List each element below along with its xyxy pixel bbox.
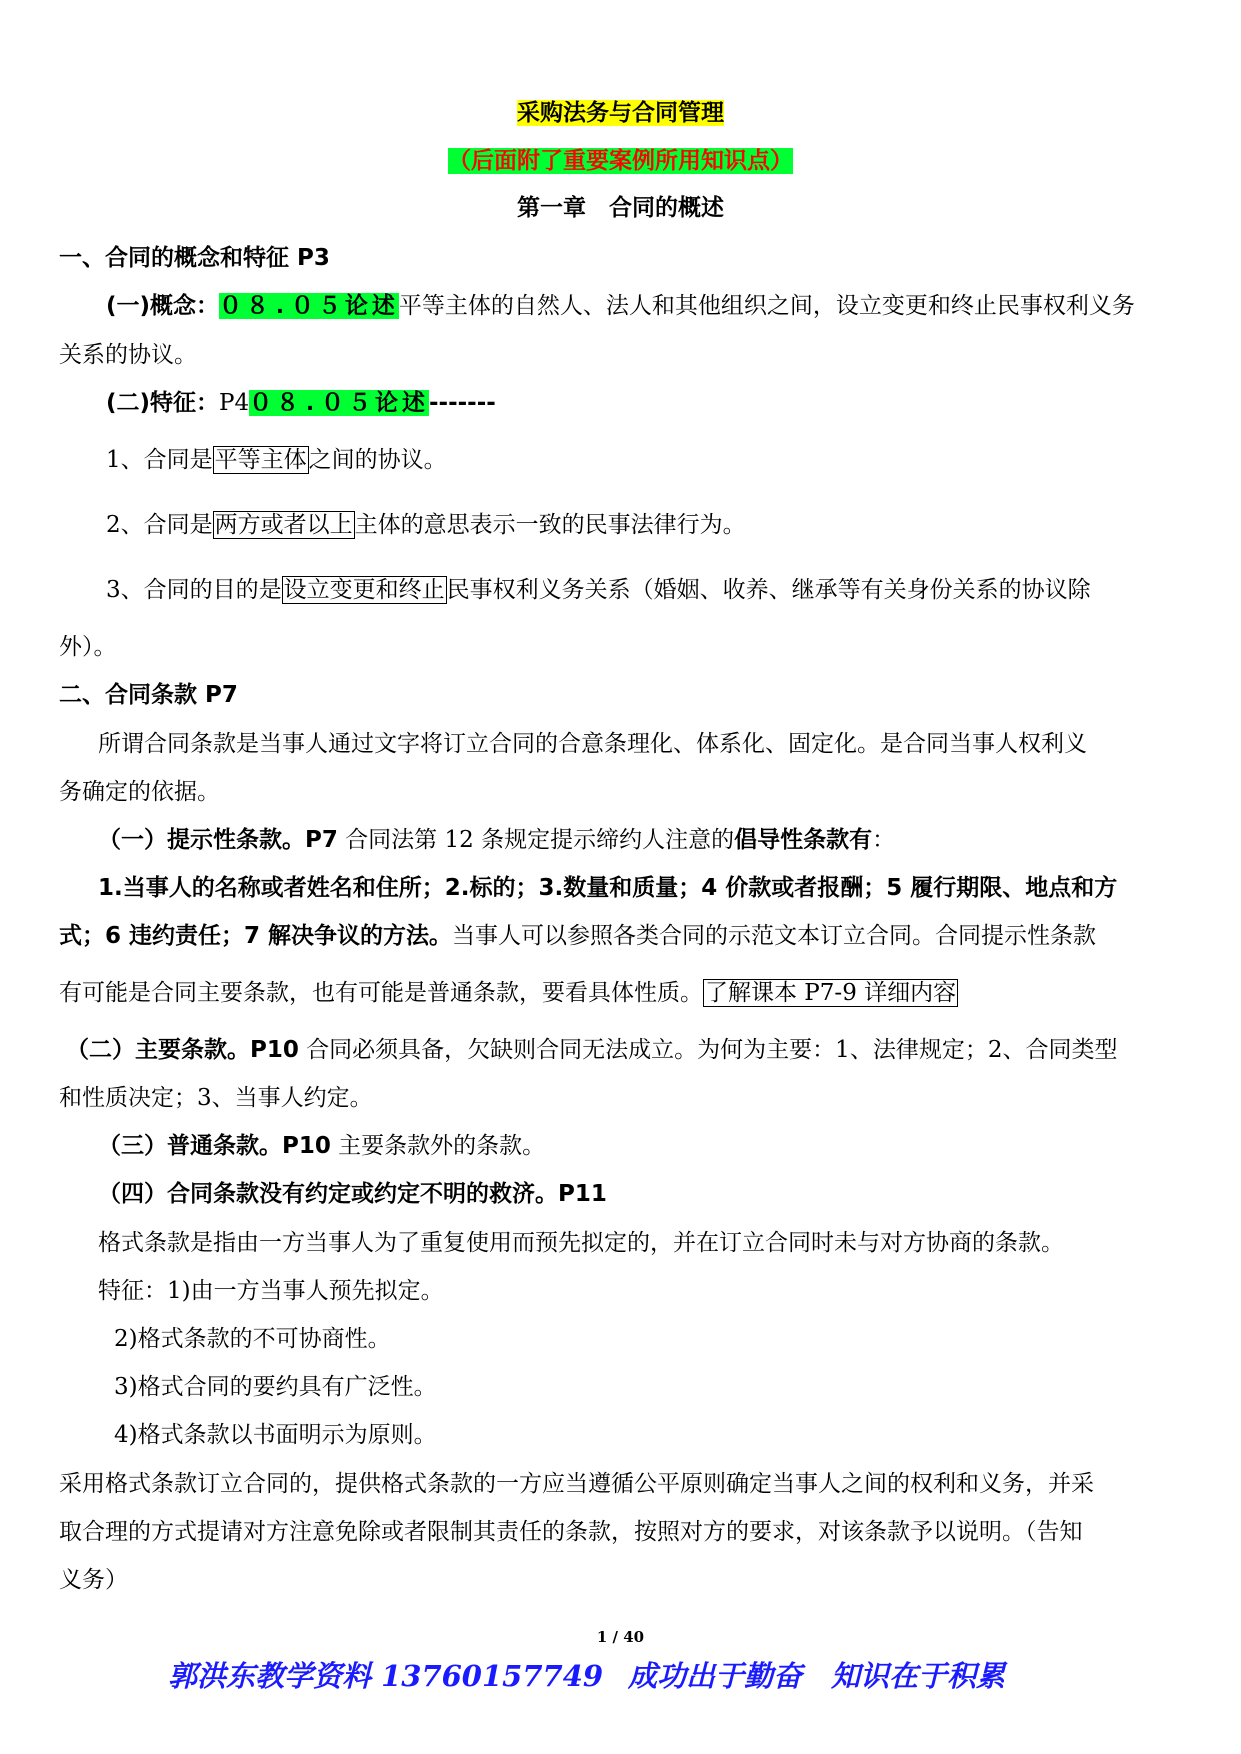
standard-feature-1: 特征：1)由一方当事人预先拟定。 xyxy=(98,1278,444,1304)
section-2-heading: 二、合同条款 P7 xyxy=(59,682,238,708)
concept-tag: ０８.０５论述 xyxy=(219,293,399,319)
standard-feature-4: 4)格式条款以书面明示为原则。 xyxy=(114,1422,437,1448)
standard-use-1: 采用格式条款订立合同的，提供格式条款的一方应当遵循公平原则确定当事人之间的权利和义务，并采 xyxy=(59,1471,1094,1497)
document-title: 采购法务与合同管理 xyxy=(517,100,724,126)
feature-item-2: 2、合同是两方或者以上主体的意思表示一致的民事法律行为。 xyxy=(106,512,746,538)
clause-intro-2: 务确定的依据。 xyxy=(59,779,220,805)
standard-use-2: 取合理的方式提请对方注意免除或者限制其责任的条款，按照对方的要求，对该条款予以说明。（告知 xyxy=(59,1519,1083,1545)
standard-feature-2: 2)格式条款的不可协商性。 xyxy=(114,1326,391,1352)
section-1-heading: 一、合同的概念和特征 P3 xyxy=(59,245,330,271)
concept-line-2: 关系的协议。 xyxy=(59,342,197,368)
main-clause-line: （二）主要条款。P10 合同必须具备，欠缺则合同无法成立。为何为主要：1、法律规定；2、合同类型 xyxy=(66,1037,1118,1063)
page-number: 1 / 40 xyxy=(596,1628,645,1646)
feature-item-1: 1、合同是平等主体之间的协议。 xyxy=(106,447,447,473)
clause-list-2: 式；6 违约责任；7 解决争议的方法。当事人可以参照各类合同的示范文本订立合同。合同提示性条款 xyxy=(59,923,1097,949)
textbook-ref-box: 了解课本 P7-9 详细内容 xyxy=(705,980,957,1006)
footer-motto: 成功出于勤奋 知识在于积累 xyxy=(628,1659,1006,1693)
standard-clause-def: 格式条款是指由一方当事人为了重复使用而预先拟定的，并在订立合同时未与对方协商的条款。 xyxy=(98,1230,1064,1256)
clause-list-1: 1.当事人的名称或者姓名和住所；2.标的；3.数量和质量；4 价款或者报酬；5 履行期限、地点和方 xyxy=(98,875,1118,901)
concept-line: (一)概念：０８.０５论述平等主体的自然人、法人和其他组织之间，设立变更和终止民事权利义务 xyxy=(106,293,1135,319)
standard-use-3: 义务） xyxy=(59,1567,128,1593)
clause-intro-1: 所谓合同条款是当事人通过文字将订立合同的合意条理化、体系化、固定化。是合同当事人权利义 xyxy=(98,731,1087,757)
prompt-clause-line: （一）提示性条款。P7 合同法第 12 条规定提示缔约人注意的倡导性条款有： xyxy=(98,827,896,853)
general-clause-line: （三）普通条款。P10 主要条款外的条款。 xyxy=(98,1133,546,1159)
chapter-title: 第一章 合同的概述 xyxy=(517,195,724,221)
feature-line: (二)特征：P4０８.０５论述------- xyxy=(106,390,496,416)
footer-author: 郭洪东教学资料 13760157749 xyxy=(168,1659,604,1693)
feature-tag: ０８.０５论述 xyxy=(249,390,429,416)
main-clause-line-2: 和性质决定；3、当事人约定。 xyxy=(59,1085,373,1111)
feature-item-3-end: 外）。 xyxy=(59,634,117,660)
standard-feature-3: 3)格式合同的要约具有广泛性。 xyxy=(114,1374,437,1400)
document-subtitle: （后面附了重要案例所用知识点） xyxy=(448,148,793,174)
remedy-clause-heading: （四）合同条款没有约定或约定不明的救济。P11 xyxy=(98,1181,607,1207)
clause-list-3: 有可能是合同主要条款，也有可能是普通条款，要看具体性质。了解课本 P7-9 详细内容 xyxy=(59,980,957,1006)
feature-item-3: 3、合同的目的是设立变更和终止民事权利义务关系（婚姻、收养、继承等有关身份关系的协议除 xyxy=(106,577,1091,603)
